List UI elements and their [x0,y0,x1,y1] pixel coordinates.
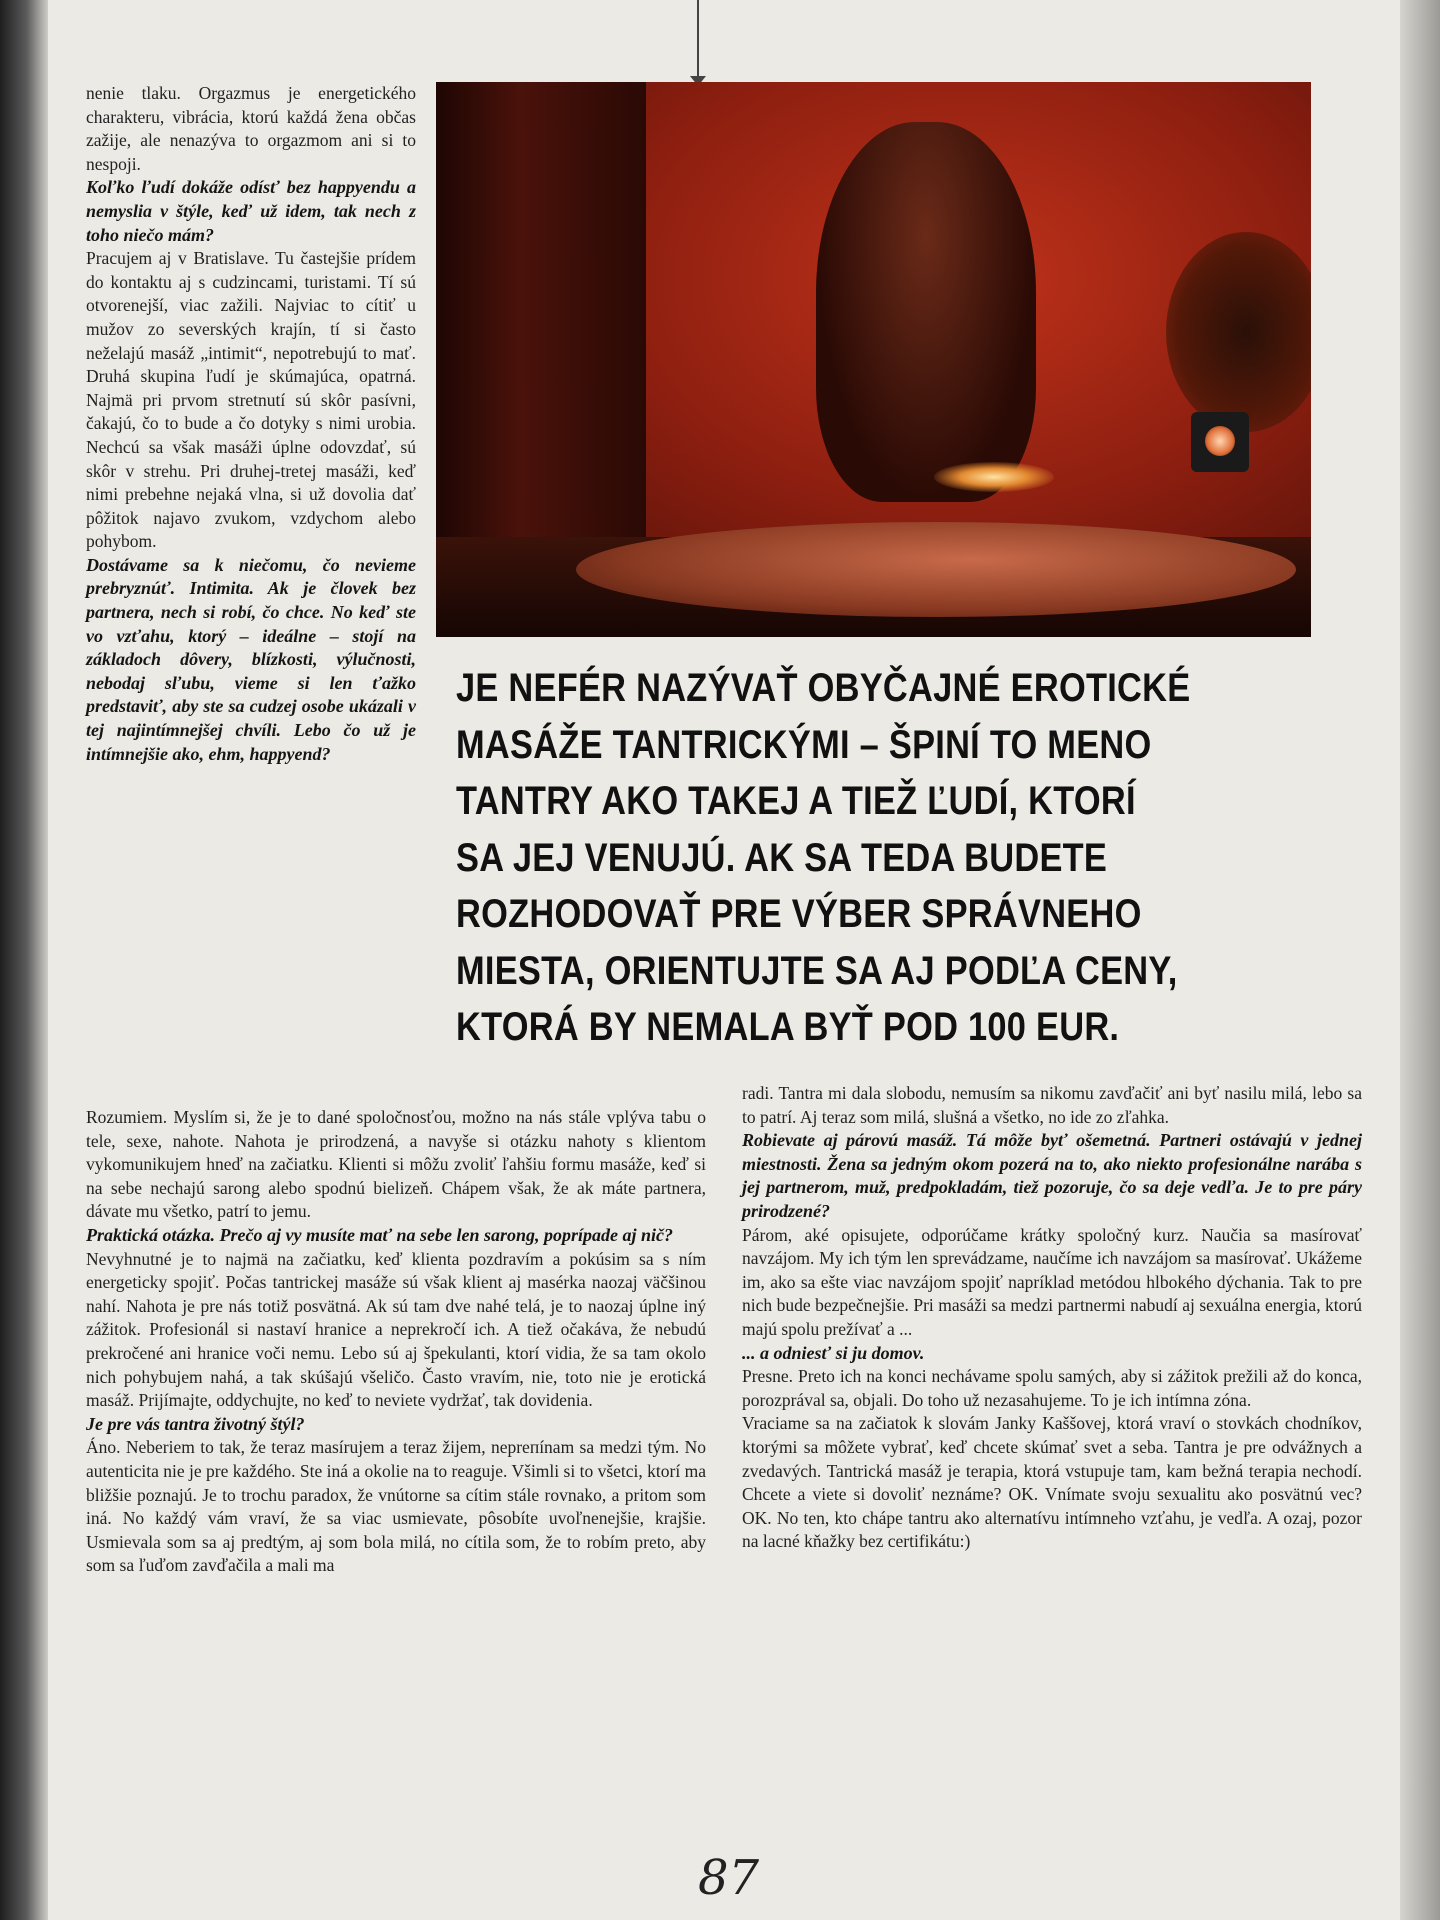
pull-quote-line: JE NEFÉR NAZÝVAŤ OBYČAJNÉ EROTICKÉ [456,666,1191,710]
plant [1166,232,1311,432]
page-number: 87 [698,1850,760,1906]
interview-question: Dostávame sa k niečomu, čo nevieme prebryznúť. Intimita. Ak je človek bez partnera, nech si robí, čo chce. No keď ste vo vzťahu, ktorý – ideálne – stojí na základoch dôvery, blízkosti, výlučnosti, nebodaj sľubu, vieme si len ťažko predstaviť, aby ste sa cudzej osobe ukázali v tej najintímnejšej chvíli. Lebo čo už je intímnejšie ako, ehm, happyend? [86,554,416,764]
pull-quote-line: KTORÁ BY NEMALA BYŤ POD 100 EUR. [456,1005,1120,1049]
lamp [1191,412,1249,472]
right-column [742,1082,1362,1554]
interview-question: Praktická otázka. Prečo aj vy musíte mať na sebe len sarong, poprípade aj nič? [86,1224,674,1245]
client-figure [576,522,1296,617]
previous-page-edge [0,0,48,1920]
fold-mark [697,0,699,78]
paragraph: Pracujem aj v Bratislave. Tu častejšie prídem do kontaktu aj s cudzincami, turistami. Tí sú otvorenejší, viac zažili. Najviac to cítiť u mužov zo severských krajín, tí si často neželajú masáž „intimit“, nepotrebujú to mať. Druhá skupina ľudí je skúmajúca, opatrná. Najmä pri prvom stretnutí sú skôr pasívni, čakajú, čo to bude a čo dotyky s nimi urobia. Nechcú sa však masáži úplne odovzdať, sú skôr v strehu. Pri druhej-tretej masáži, keď nimi prebehne nejaká vlna, si už dovolia dať pôžitok najavo zvukom, vzdychom alebo pohybom. [86,248,416,552]
paragraph: Áno. Neberiem to tak, že teraz masírujem a teraz žijem, nepreпínam sa medzi tým. No autenticita nie je pre každého. Ste iná a okolie na to reaguje. Všimli si to všetci, ktorí ma bližšie poznajú. Je to trochu paradox, že vnútorne sa cítim stále rovnako, a pritom som iná. No každý vám vraví, že sa viac usmievate, pôsobíte uvoľnenejšie, krajšie. Usmievala som sa aj predtým, aj som bola milá, no cítila som, že to robím preto, aby som sa ľuďom zavďačila a mali ma [86,1437,706,1576]
paragraph: Vraciame sa na začiatok k slovám Janky Kaššovej, ktorá vraví o stovkách chodníkov, ktorými sa môžete vybrať, keď chcete skúmať svet a seba. Tantra je pre odvážnych a zvedavých. Tantrická masáž je terapia, ktorá vstupuje tam, kam bežná terapia nechodí. Chcete a viete si dovoliť neznáme? OK. Vnímate svoju sexualitu ako posvätnú vec? OK. No ten, kto chápe tantru ako alternatívu intímneho vzťahu, je vedľa. A ozaj, pozor na lacné kňažky bez certifikátu:) [742,1413,1362,1552]
next-page-edge [1400,0,1440,1920]
masseuse-figure [816,122,1036,502]
paragraph: Párom, aké opisujete, odporúčame krátky spoločný kurz. Naučia sa masírovať navzájom. My ich tým len sprevádzame, naučíme ich navzájom sa masírovať. Ukážeme im, ako sa ešte viac navzájom spojiť napríklad metódou hlbokého dýchania. Tak to pre nich bude bezpečnejšie. Pri masáži sa medzi partnermi nabudí aj sexuálna energia, ktorú majú spolu prežívať a ... [742,1224,1362,1339]
paragraph: Nevyhnutné je to najmä na začiatku, keď klienta pozdravím a pokúsim sa s ním energeticky spojiť. Počas tantrickej masáže sú však klient aj masérka naozaj väčšinou nahí. Nahota je pre nás totiž posvätná. Ak sú tam dve nahé telá, je to naozaj úplne iný zážitok. Profesionál si nastaví hranice a neprekročí ich. A tiež očakáva, že nebudú prekročené ani hranice voči nemu. Lebo sú aj špekulanti, ktorí vidia, že sa tam okolo nich pohybujem nahá, a tak skúšajú všeličo. Často vravím, nie, toto nie je erotická masáž. Prijímajte, oddychujte, no keď to neviete vydržať, tak dovidenia. [86,1248,706,1411]
pull-quote-line: ROZHODOVAŤ PRE VÝBER SPRÁVNEHO [456,892,1142,936]
paragraph: nenie tlaku. Orgazmus je energetického charakteru, vibrácia, ktorú každá žena občas zažije, ale nenazýva to orgazmom ani si to nespoji. [86,83,416,174]
pull-quote-line: MASÁŽE TANTRICKÝMI – ŠPINÍ TO MENO [456,722,1152,767]
interview-question: ... a odniesť si ju domov. [742,1342,925,1363]
interview-question: Robievate aj párovú masáž. Tá môže byť ošemetná. Partneri ostávajú v jednej miestnosti. Žena sa jedným okom pozerá na to, ako niekto profesionálne narába s jej partnerom, muž, predpokladám, tiež pozoruje, čo sa deje vedľa. Je to pre páry prirodzené? [742,1130,1362,1221]
paragraph: radi. Tantra mi dala slobodu, nemusím sa nikomu zavďačiť ani byť nasilu milá, lebo sa to patrí. Aj teraz som milá, slušná a všetko, no ide zo zľahka. [742,1083,1362,1127]
interview-question: Koľko ľudí dokáže odísť bez happyendu a nemyslia v štýle, keď už idem, tak nech z toho niečo mám? [86,177,416,245]
paragraph: Presne. Preto ich na konci nechávame spolu samých, aby si zážitok prežili až do konca, porozprával sa, objali. Do toho už nezasahujeme. To je ich intímna zóna. [742,1366,1362,1410]
interview-question: Je pre vás tantra životný štýl? [86,1413,305,1434]
paragraph: Rozumiem. Myslím si, že je to dané spoločnosťou, možno na nás stále vplýva tabu o tele, sexe, nahote. Nahota je prirodzená, a navyše si otázku nahoty s klientom vykomunikujem hneď na začiatku. Klienti si môžu zvoliť ľahšiu formu masáže, keď si na sebe nechajú sarong alebo spodnú bielizeň. Chápem však, že ak máte partnera, dávate mu všetko, patrí to jemu. [86,1107,706,1222]
massage-photo [436,82,1311,637]
candle-glow [934,462,1054,492]
pull-quote-line: SA JEJ VENUJÚ. AK SA TEDA BUDETE [456,835,1108,880]
pull-quote [456,660,1191,1056]
middle-column [86,1106,706,1578]
left-column [86,82,416,766]
pull-quote-line: TANTRY AKO TAKEJ A TIEŽ ĽUDÍ, KTORÍ [456,779,1136,823]
pull-quote-line: MIESTA, ORIENTUJTE SA AJ PODĽA CENY, [456,948,1178,993]
